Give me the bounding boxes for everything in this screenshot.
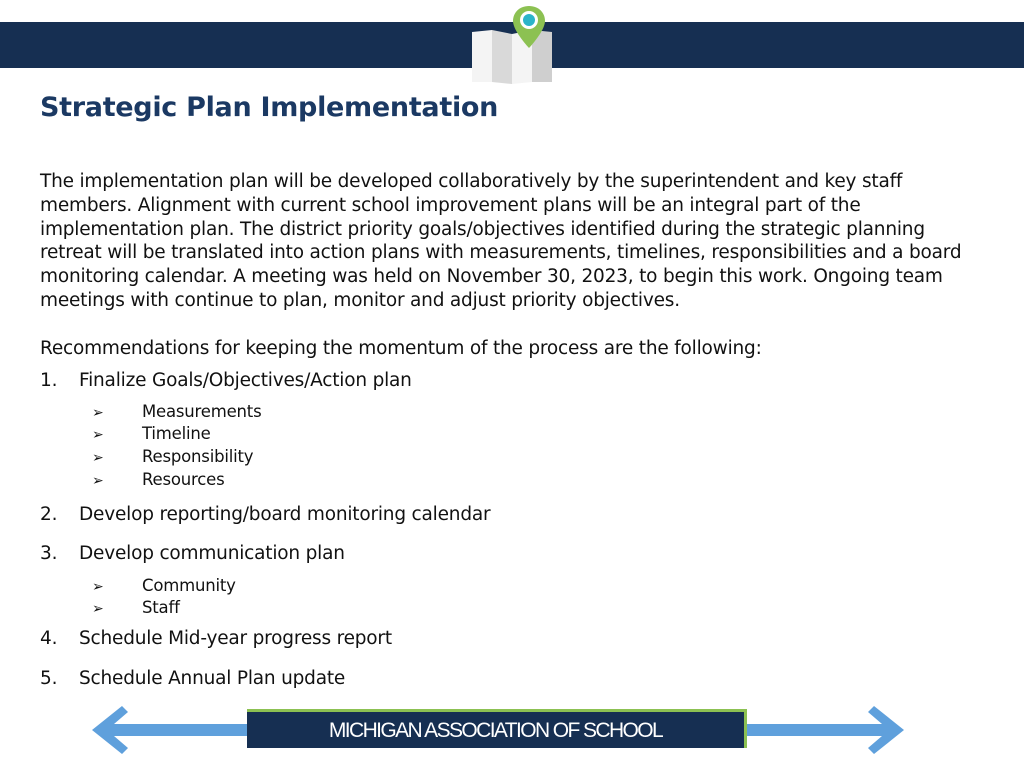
list-number: 1. <box>40 370 58 391</box>
recommendations-intro: Recommendations for keeping the momentum of the process are the following: <box>40 338 762 359</box>
sub-list-item <box>92 470 224 489</box>
list-number: 2. <box>40 504 58 525</box>
sub-item-text: Measurements <box>142 402 262 421</box>
list-text: Schedule Mid-year progress report <box>79 628 392 649</box>
page-title: Strategic Plan Implementation <box>40 92 499 123</box>
list-text: Develop reporting/board monitoring calendar <box>79 504 491 525</box>
list-number: 3. <box>40 543 58 564</box>
list-text: Finalize Goals/Objectives/Action plan <box>79 370 412 391</box>
list-text: Develop communication plan <box>79 543 345 564</box>
sub-item-text: Responsibility <box>142 447 254 466</box>
arrow-bullet-icon: ➢ <box>92 427 104 443</box>
sub-list-item <box>92 598 180 617</box>
sub-list-item <box>92 576 236 595</box>
sub-item-text: Staff <box>142 598 180 617</box>
list-item <box>40 628 392 649</box>
sub-item-text: Community <box>142 576 236 595</box>
list-item <box>40 668 345 689</box>
arrow-bullet-icon: ➢ <box>92 405 104 421</box>
description-paragraph: The implementation plan will be developed collaboratively by the superintendent and key staff members. Alignment with current school improvement plans will be an integral part of the implementation plan. The district priority goals/objectives identified during the strategic planning retreat will be translated into action plans with measurements, timelines, responsibilities and a board monitoring calendar. A meeting was held on November 30, 2023, to begin this work. Ongoing team meetings with continue to plan, monitor and adjust priority objectives. <box>40 171 962 311</box>
arrow-bullet-icon: ➢ <box>92 473 104 489</box>
list-item <box>40 543 345 564</box>
footer-organization-banner: MICHIGAN ASSOCIATION OF SCHOOL <box>247 709 747 748</box>
sub-item-text: Resources <box>142 470 225 489</box>
sub-list-item <box>92 402 261 421</box>
arrow-bullet-icon: ➢ <box>92 579 104 595</box>
map-pin-logo <box>468 4 556 84</box>
list-item <box>40 504 490 525</box>
list-item <box>40 370 412 391</box>
sub-list-item <box>92 447 253 466</box>
sub-list-item <box>92 424 211 443</box>
arrow-bullet-icon: ➢ <box>92 450 104 466</box>
list-number: 5. <box>40 668 58 689</box>
sub-item-text: Timeline <box>142 424 211 443</box>
list-text: Schedule Annual Plan update <box>79 668 346 689</box>
arrow-bullet-icon: ➢ <box>92 601 104 617</box>
list-number: 4. <box>40 628 58 649</box>
